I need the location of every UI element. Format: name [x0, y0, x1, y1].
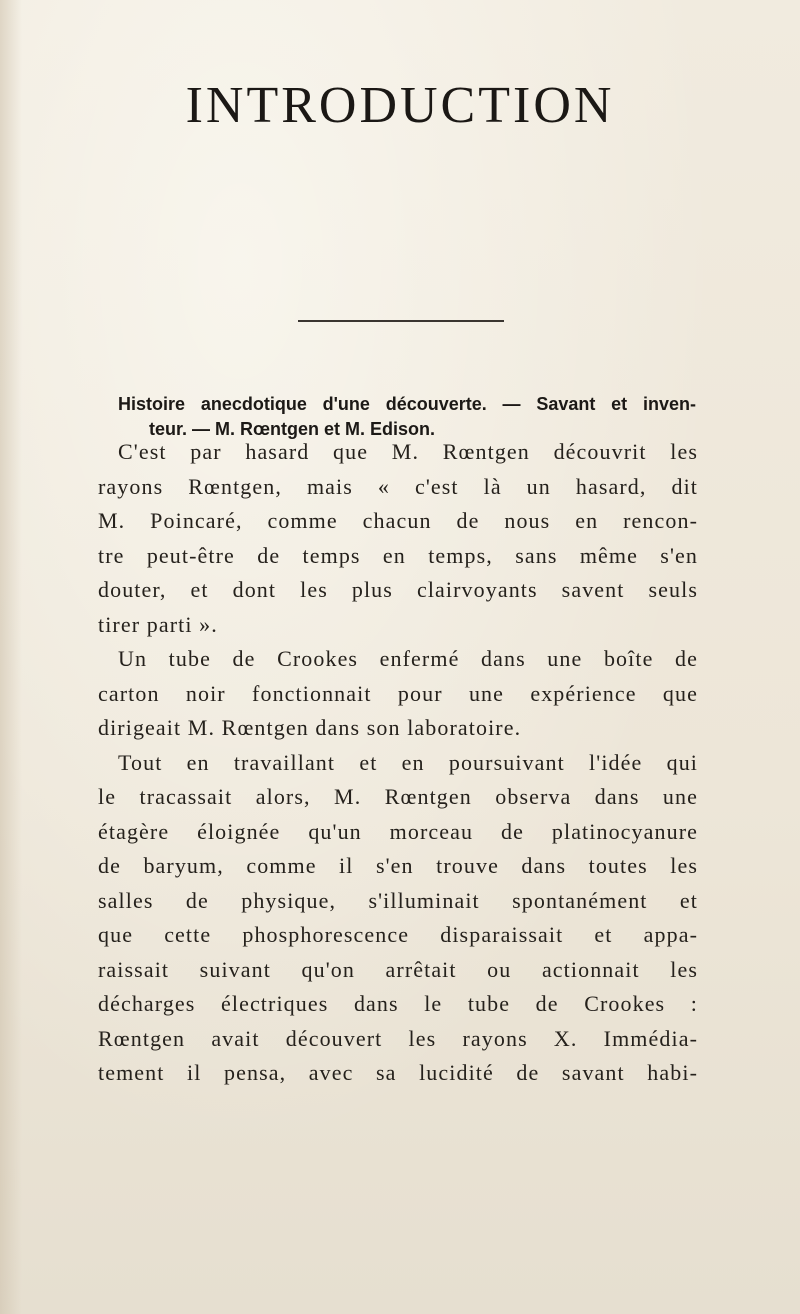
- text-line: tirer parti ».: [98, 611, 218, 637]
- title-rule: [298, 320, 504, 322]
- text-line: tement il pensa, avec sa lucidité de savant habi-: [98, 1060, 698, 1085]
- page-gutter-shadow: [0, 0, 22, 1314]
- text-line: Tout en travaillant et en poursuivant l'idée qui: [118, 749, 698, 775]
- text-line: que cette phosphorescence disparaissait et appa-: [98, 922, 698, 947]
- chapter-title: INTRODUCTION: [185, 77, 615, 134]
- text-line: rayons Rœntgen, mais « c'est là un hasard, dit: [98, 473, 698, 499]
- text-line: M. Poincaré, comme chacun de nous en rencon-: [98, 508, 698, 533]
- text-line: C'est par hasard que M. Rœntgen découvrit les: [118, 439, 698, 464]
- text-line: tre peut-être de temps en temps, sans même s'en: [98, 542, 698, 568]
- text-line: décharges électriques dans le tube de Crookes :: [98, 991, 698, 1016]
- text-line: raissait suivant qu'on arrêtait ou actionnait les: [98, 956, 698, 982]
- text-line: Rœntgen avait découvert les rayons X. Immédia-: [98, 1025, 698, 1051]
- body-text: [98, 435, 698, 1091]
- summary-line: Histoire anecdotique d'une découverte. — Savant et inven-: [118, 394, 696, 414]
- text-line: le tracassait alors, M. Rœntgen observa dans une: [98, 784, 698, 809]
- text-line: carton noir fonctionnait pour une expérience que: [98, 680, 698, 706]
- summary-line: teur. — M. Rœntgen et M. Edison.: [149, 419, 435, 439]
- text-line: dirigeait M. Rœntgen dans son laboratoire.: [98, 715, 522, 740]
- text-line: de baryum, comme il s'en trouve dans toutes les: [98, 853, 698, 878]
- text-line: douter, et dont les plus clairvoyants savent seuls: [98, 577, 698, 602]
- text-line: étagère éloignée qu'un morceau de platinocyanure: [98, 818, 698, 844]
- text-line: salles de physique, s'illuminait spontanément et: [98, 887, 698, 913]
- text-line: Un tube de Crookes enfermé dans une boîte de: [118, 646, 698, 671]
